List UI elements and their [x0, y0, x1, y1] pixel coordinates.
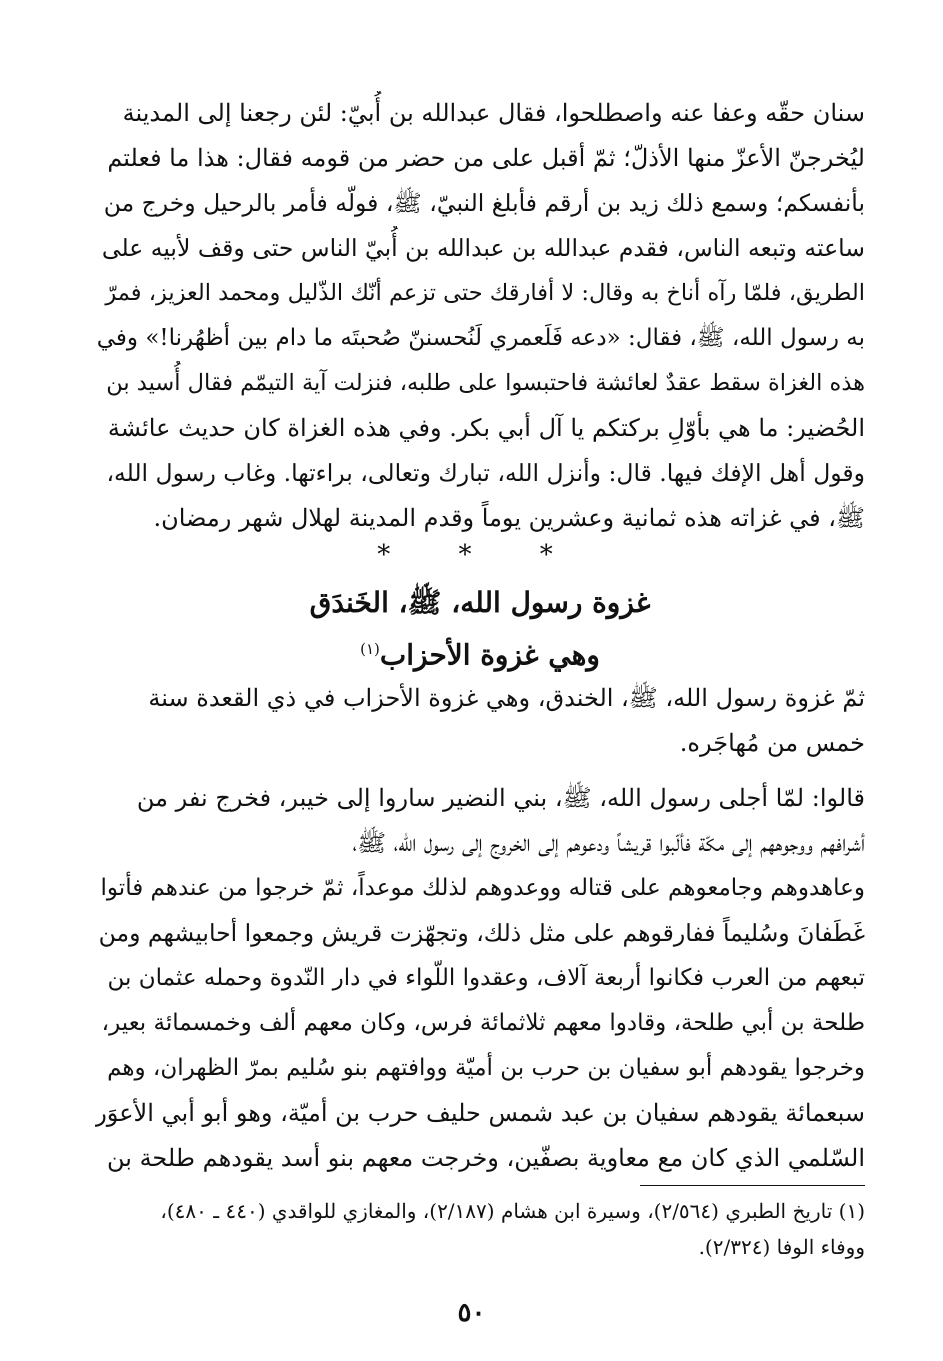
- text-line: تبعهم من العرب فكانوا أربعة آلاف، وعقدوا اللّواء في دار النّدوة وحمله عثمان بن: [107, 965, 865, 991]
- text-line: هذه الغزاة سقط عقدٌ لعائشة فاحتبسوا على طلبه، فنزلت آية التيمّم فقال أُسيد بن: [106, 370, 865, 396]
- footnote-line: ووفاء الوفا (٢/٣٢٤).: [698, 1235, 865, 1259]
- paragraph-3: [95, 776, 865, 1181]
- text-line: وقول أهل الإفك فيها. قال: وأنزل الله، تبارك وتعالى، براءتها. وغاب رسول الله،: [106, 459, 865, 487]
- heading-line-2-text: وهي غزوة الأحزاب: [379, 638, 600, 672]
- page-number: ٥٠: [457, 1298, 486, 1328]
- footnote-marker: (١): [360, 640, 380, 658]
- text-line: السّلمي الذي كان مع معاوية بصفّين، وخرجت معهم بنو أسد يقودهم طلحة بن: [106, 1144, 865, 1172]
- text-line: ساعته وتبعه الناس، فقدم عبدالله بن عبدالله بن أُبيّ الناس حتى وقف لأبيه على: [101, 234, 865, 262]
- text-line: وعاهدوهم وجامعوهم على قتاله ووعدوهم لذلك موعداً، ثمّ خرجوا من عندهم فأتوا: [100, 875, 865, 901]
- text-line: به رسول الله، ﷺ، فقال: «دعه فَلَعمري لَنُحسننّ صُحبتَه ما دام بين أظهُرنا!» وفي: [96, 325, 865, 351]
- paragraph-2: [95, 676, 865, 766]
- paragraph-1: [95, 91, 865, 541]
- text-line: غَطَفانَ وسُليماً ففارقوهم على مثل ذلك، وتجهّزت قريش وجمعوا أحابيشهم ومن: [98, 919, 865, 947]
- section-heading: [95, 580, 865, 672]
- footnote: [95, 1193, 865, 1265]
- text-line: أشرافهم ووجوههم إلى مكّة فألّبوا قريشاً ودعوهم إلى الخروج إلى رسول الله، ﷺ،: [352, 829, 865, 857]
- text-line: قالوا: لمّا أجلى رسول الله، ﷺ، بني النضير ساروا إلى خيبر، فخرج نفر من: [136, 784, 865, 812]
- text-line: ثمّ غزوة رسول الله، ﷺ، الخندق، وهي غزوة الأحزاب في ذي القعدة سنة: [148, 684, 865, 712]
- text-line: الطريق، فلمّا رآه أناخ به وقال: لا أفارقك حتى تزعم أنّك الذّليل ومحمد العزيز، فمرّ: [105, 280, 865, 306]
- text-line: سنان حقّه وعفا عنه واصطلحوا، فقال عبدالله بن أُبيّ: لئن رجعنا إلى المدينة: [122, 99, 865, 127]
- text-line: خمس من مُهاجَره.: [679, 729, 865, 757]
- footnote-line: (١) تاريخ الطبري (٢/٥٦٤)، وسيرة ابن هشام (٢/١٨٧)، والمغازي للواقدي (٤٤٠ ـ ٤٨٠)،: [160, 1199, 865, 1223]
- text-line: طلحة بن أبي طلحة، وقادوا معهم ثلاثمائة فرس، وكان معهم ألف وخمسمائة بعير،: [101, 1010, 865, 1036]
- heading-line-1: غزوة رسول الله، ﷺ، الخَندَق: [309, 586, 651, 619]
- text-line: الحُضير: ما هي بأوّلِ بركتكم يا آل أبي بكر. وفي هذه الغزاة كان حديث عائشة: [107, 414, 865, 442]
- text-line: بأنفسكم؛ وسمع ذلك زيد بن أرقم فأبلغ النبيّ، ﷺ، فولّه فأمر بالرحيل وخرج من: [103, 189, 865, 217]
- text-line: وخرجوا يقودهم أبو سفيان بن حرب بن أميّة ووافتهم بنو سُليم بمرّ الظهران، وهم: [107, 1055, 865, 1081]
- section-separator: * * *: [377, 540, 583, 570]
- text-line: سبعمائة يقودهم سفيان بن عبد شمس حليف حرب بن أميّة، وهو أبو أبي الأعوَر: [95, 1099, 865, 1127]
- text-line: ليُخرجنّ الأعزّ منها الأذلّ؛ ثمّ أقبل على من حضر من قومه فقال: هذا ما فعلتم: [107, 144, 865, 172]
- text-line: ﷺ، في غزاته هذه ثمانية وعشرين يوماً وقدم المدينة لهلال شهر رمضان.: [153, 504, 865, 532]
- footnote-divider: [640, 1185, 865, 1186]
- heading-line-2: [95, 626, 865, 672]
